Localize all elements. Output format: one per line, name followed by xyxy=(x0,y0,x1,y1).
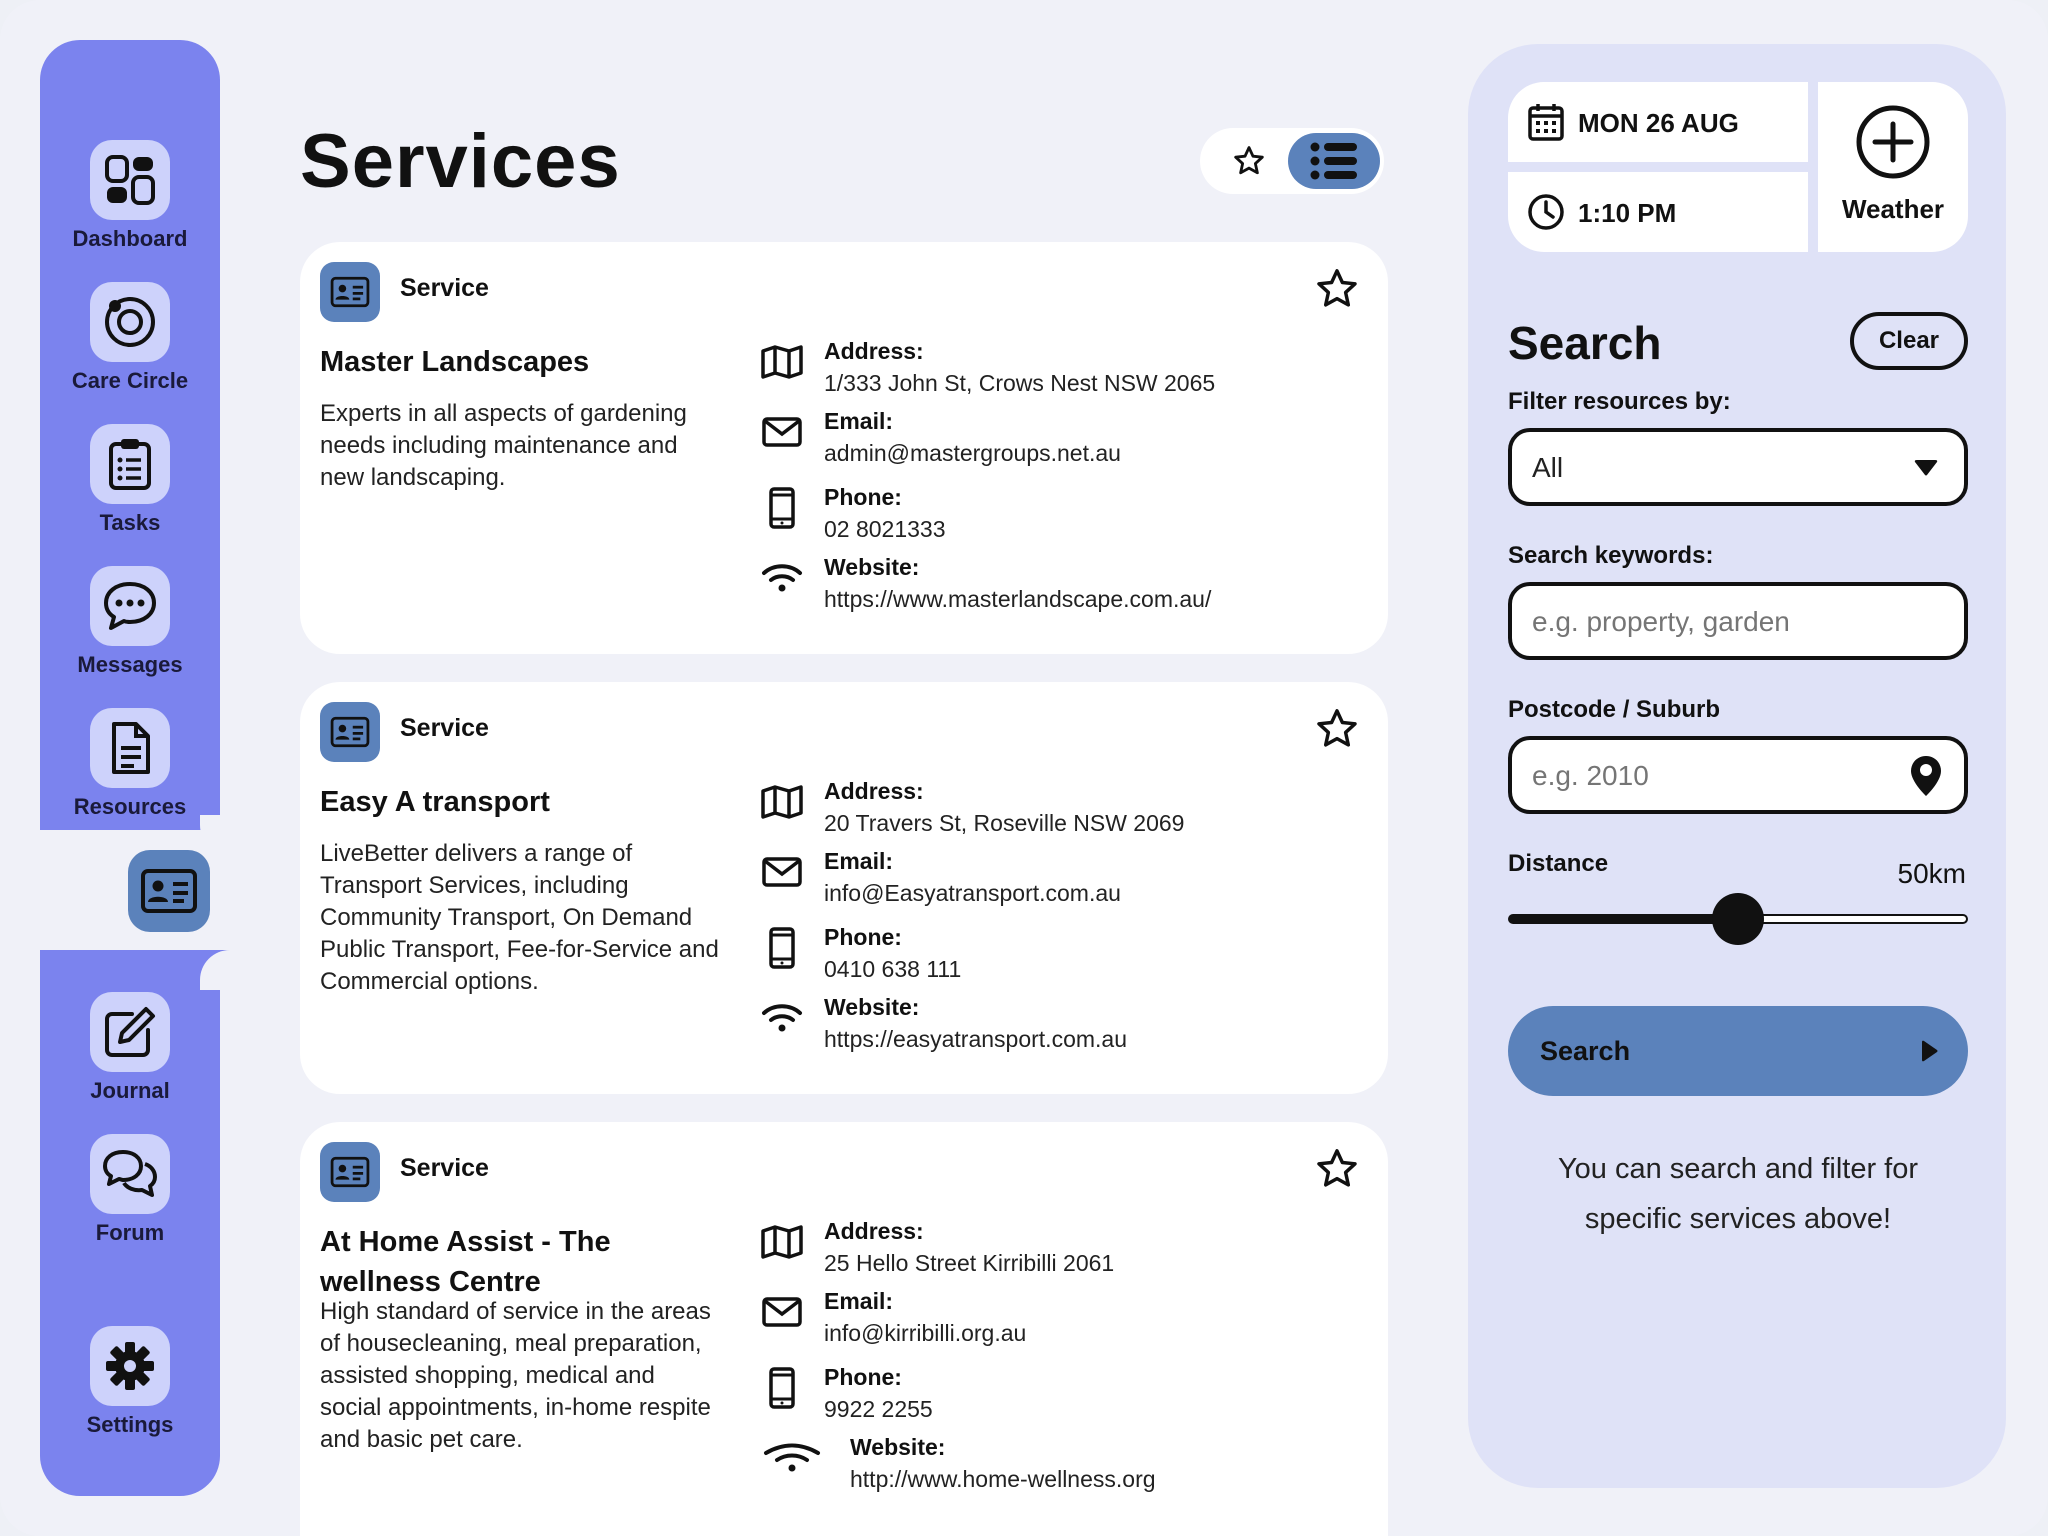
postcode-field xyxy=(1508,736,1968,814)
dashboard-icon xyxy=(90,140,170,220)
service-card xyxy=(300,682,1388,1094)
pencil-edit-icon xyxy=(90,992,170,1072)
service-card xyxy=(300,242,1388,654)
postcode-label: Postcode / Suburb xyxy=(1508,696,1721,723)
sidebar-item-label: Dashboard xyxy=(72,226,188,251)
distance-value: 50km xyxy=(1897,858,1966,889)
keywords-label: Search keywords: xyxy=(1508,542,1714,569)
card-type-label: Service xyxy=(400,1154,489,1182)
weather-label: Weather xyxy=(1841,194,1945,224)
phone-label: Phone: xyxy=(824,1364,902,1390)
envelope-icon xyxy=(760,1290,804,1334)
sidebar-item-label: Care Circle xyxy=(71,368,189,393)
location-pin-icon[interactable] xyxy=(1906,756,1946,796)
sidebar-item-dashboard[interactable] xyxy=(40,140,220,270)
sidebar-item-care-circle[interactable] xyxy=(40,282,220,412)
service-description: LiveBetter delivers a range of Transport Services, including Community Transport, On Demand Public Transport, Fee-for-Service and Commercial options. xyxy=(320,840,719,995)
id-card-icon xyxy=(140,868,198,914)
id-card-icon xyxy=(320,1142,380,1202)
favorite-star-button[interactable] xyxy=(1312,264,1362,314)
mobile-phone-icon xyxy=(760,1366,804,1410)
sidebar-item-label: Tasks xyxy=(99,510,161,535)
phone-value: 0410 638 111 xyxy=(824,956,962,982)
service-name: At Home Assist - The wellness Centre xyxy=(320,1226,611,1298)
phone-value: 02 8021333 xyxy=(824,516,946,542)
clear-button[interactable]: Clear xyxy=(1850,312,1968,370)
email-link[interactable]: admin@mastergroups.net.au xyxy=(824,440,1121,466)
time-text: 1:10 PM xyxy=(1578,198,1677,228)
map-icon xyxy=(760,340,804,384)
email-label: Email: xyxy=(824,408,894,434)
search-button[interactable] xyxy=(1508,1006,1968,1096)
phone-label: Phone: xyxy=(824,924,902,950)
clipboard-icon xyxy=(90,424,170,504)
address-label: Address: xyxy=(824,778,924,804)
sidebar-item-label: Journal xyxy=(90,1078,170,1103)
sidebar-item-tasks[interactable] xyxy=(40,424,220,554)
speech-bubbles-icon xyxy=(90,1134,170,1214)
website-link[interactable]: https://www.masterlandscape.com.au/ xyxy=(824,586,1212,612)
wifi-icon xyxy=(760,996,804,1040)
service-card xyxy=(300,1122,1388,1536)
sidebar-item-journal[interactable] xyxy=(40,992,220,1122)
address-value: 1/333 John St, Crows Nest NSW 2065 xyxy=(824,370,1216,396)
time-display xyxy=(1508,172,1808,252)
date-text: MON 26 AUG xyxy=(1578,108,1739,138)
mobile-phone-icon xyxy=(760,926,804,970)
sidebar-item-settings[interactable] xyxy=(40,1326,220,1456)
favorites-view-button[interactable] xyxy=(1230,142,1268,180)
address-value: 25 Hello Street Kirribilli 2061 xyxy=(824,1250,1115,1276)
chat-bubble-icon xyxy=(90,566,170,646)
page-title: Services xyxy=(300,119,621,204)
caret-down-icon xyxy=(1906,448,1946,488)
star-icon xyxy=(1314,706,1360,752)
address-label: Address: xyxy=(824,338,924,364)
website-link[interactable]: https://easyatransport.com.au xyxy=(824,1026,1127,1052)
service-description: Experts in all aspects of gardening needs including maintenance and new landscaping. xyxy=(320,400,687,491)
slider-fill xyxy=(1508,914,1738,924)
sidebar-item-label: Resources xyxy=(73,794,187,819)
clock-icon xyxy=(1526,192,1566,232)
sidebar-item-label: Messages xyxy=(77,652,183,677)
document-icon xyxy=(90,708,170,788)
service-description: High standard of service in the areas of housecleaning, meal preparation, assisted shopping, medical and social appointments, in-home respite and basic pet care. xyxy=(320,1298,711,1453)
favorite-star-button[interactable] xyxy=(1312,1144,1362,1194)
star-icon xyxy=(1314,1146,1360,1192)
list-view-button[interactable] xyxy=(1288,133,1380,189)
list-icon xyxy=(1310,142,1358,180)
sidebar xyxy=(40,40,220,1496)
star-icon xyxy=(1232,144,1266,178)
postcode-input[interactable] xyxy=(1532,760,1892,792)
email-link[interactable]: info@Easyatransport.com.au xyxy=(824,880,1121,906)
map-icon xyxy=(760,780,804,824)
play-arrow-icon xyxy=(1914,1036,1944,1066)
view-toggle xyxy=(1200,128,1384,194)
mobile-phone-icon xyxy=(760,486,804,530)
website-link[interactable]: http://www.home-wellness.org xyxy=(850,1466,1156,1492)
email-label: Email: xyxy=(824,1288,894,1314)
website-label: Website: xyxy=(824,554,920,580)
id-card-icon xyxy=(320,262,380,322)
search-panel xyxy=(1468,44,2006,1488)
phone-value: 9922 2255 xyxy=(824,1396,933,1422)
slider-thumb[interactable] xyxy=(1712,893,1764,945)
slider-track-rest xyxy=(1738,914,1968,924)
envelope-icon xyxy=(760,850,804,894)
wifi-icon xyxy=(760,556,804,600)
calendar-icon xyxy=(1526,102,1566,142)
sidebar-item-messages[interactable] xyxy=(40,566,220,696)
distance-slider[interactable] xyxy=(1508,914,1968,924)
filter-selected-value: All xyxy=(1532,452,1564,483)
address-label: Address: xyxy=(824,1218,924,1244)
sidebar-item-label: Settings xyxy=(86,1412,174,1437)
website-label: Website: xyxy=(850,1434,946,1460)
service-name: Master Landscapes xyxy=(320,346,590,378)
envelope-icon xyxy=(760,410,804,454)
wifi-icon xyxy=(760,1436,824,1480)
sidebar-item-forum[interactable] xyxy=(40,1134,220,1264)
plus-circle-icon xyxy=(1853,102,1933,182)
weather-button[interactable] xyxy=(1818,82,1968,252)
website-label: Website: xyxy=(824,994,920,1020)
keywords-field xyxy=(1508,582,1968,660)
favorite-star-button[interactable] xyxy=(1312,704,1362,754)
filter-select[interactable] xyxy=(1508,428,1968,506)
care-circle-icon xyxy=(90,282,170,362)
id-card-icon xyxy=(320,702,380,762)
email-link[interactable]: info@kirribilli.org.au xyxy=(824,1320,1027,1346)
map-icon xyxy=(760,1220,804,1264)
sidebar-item-label: Forum xyxy=(95,1220,165,1245)
sidebar-item-services[interactable] xyxy=(128,850,210,932)
phone-label: Phone: xyxy=(824,484,902,510)
star-icon xyxy=(1314,266,1360,312)
filter-label: Filter resources by: xyxy=(1508,388,1731,415)
search-hint: You can search and filter for specific services above! xyxy=(1557,1153,1919,1235)
distance-label: Distance xyxy=(1508,850,1609,877)
email-label: Email: xyxy=(824,848,894,874)
card-type-label: Service xyxy=(400,274,489,302)
keywords-input[interactable] xyxy=(1532,606,1892,638)
search-button-label: Search xyxy=(1540,1036,1631,1066)
date-display xyxy=(1508,82,1808,162)
sidebar-item-resources[interactable] xyxy=(40,708,220,838)
search-title: Search xyxy=(1508,317,1662,369)
address-value: 20 Travers St, Roseville NSW 2069 xyxy=(824,810,1185,836)
gear-icon xyxy=(90,1326,170,1406)
service-name: Easy A transport xyxy=(320,786,550,818)
card-type-label: Service xyxy=(400,714,489,742)
